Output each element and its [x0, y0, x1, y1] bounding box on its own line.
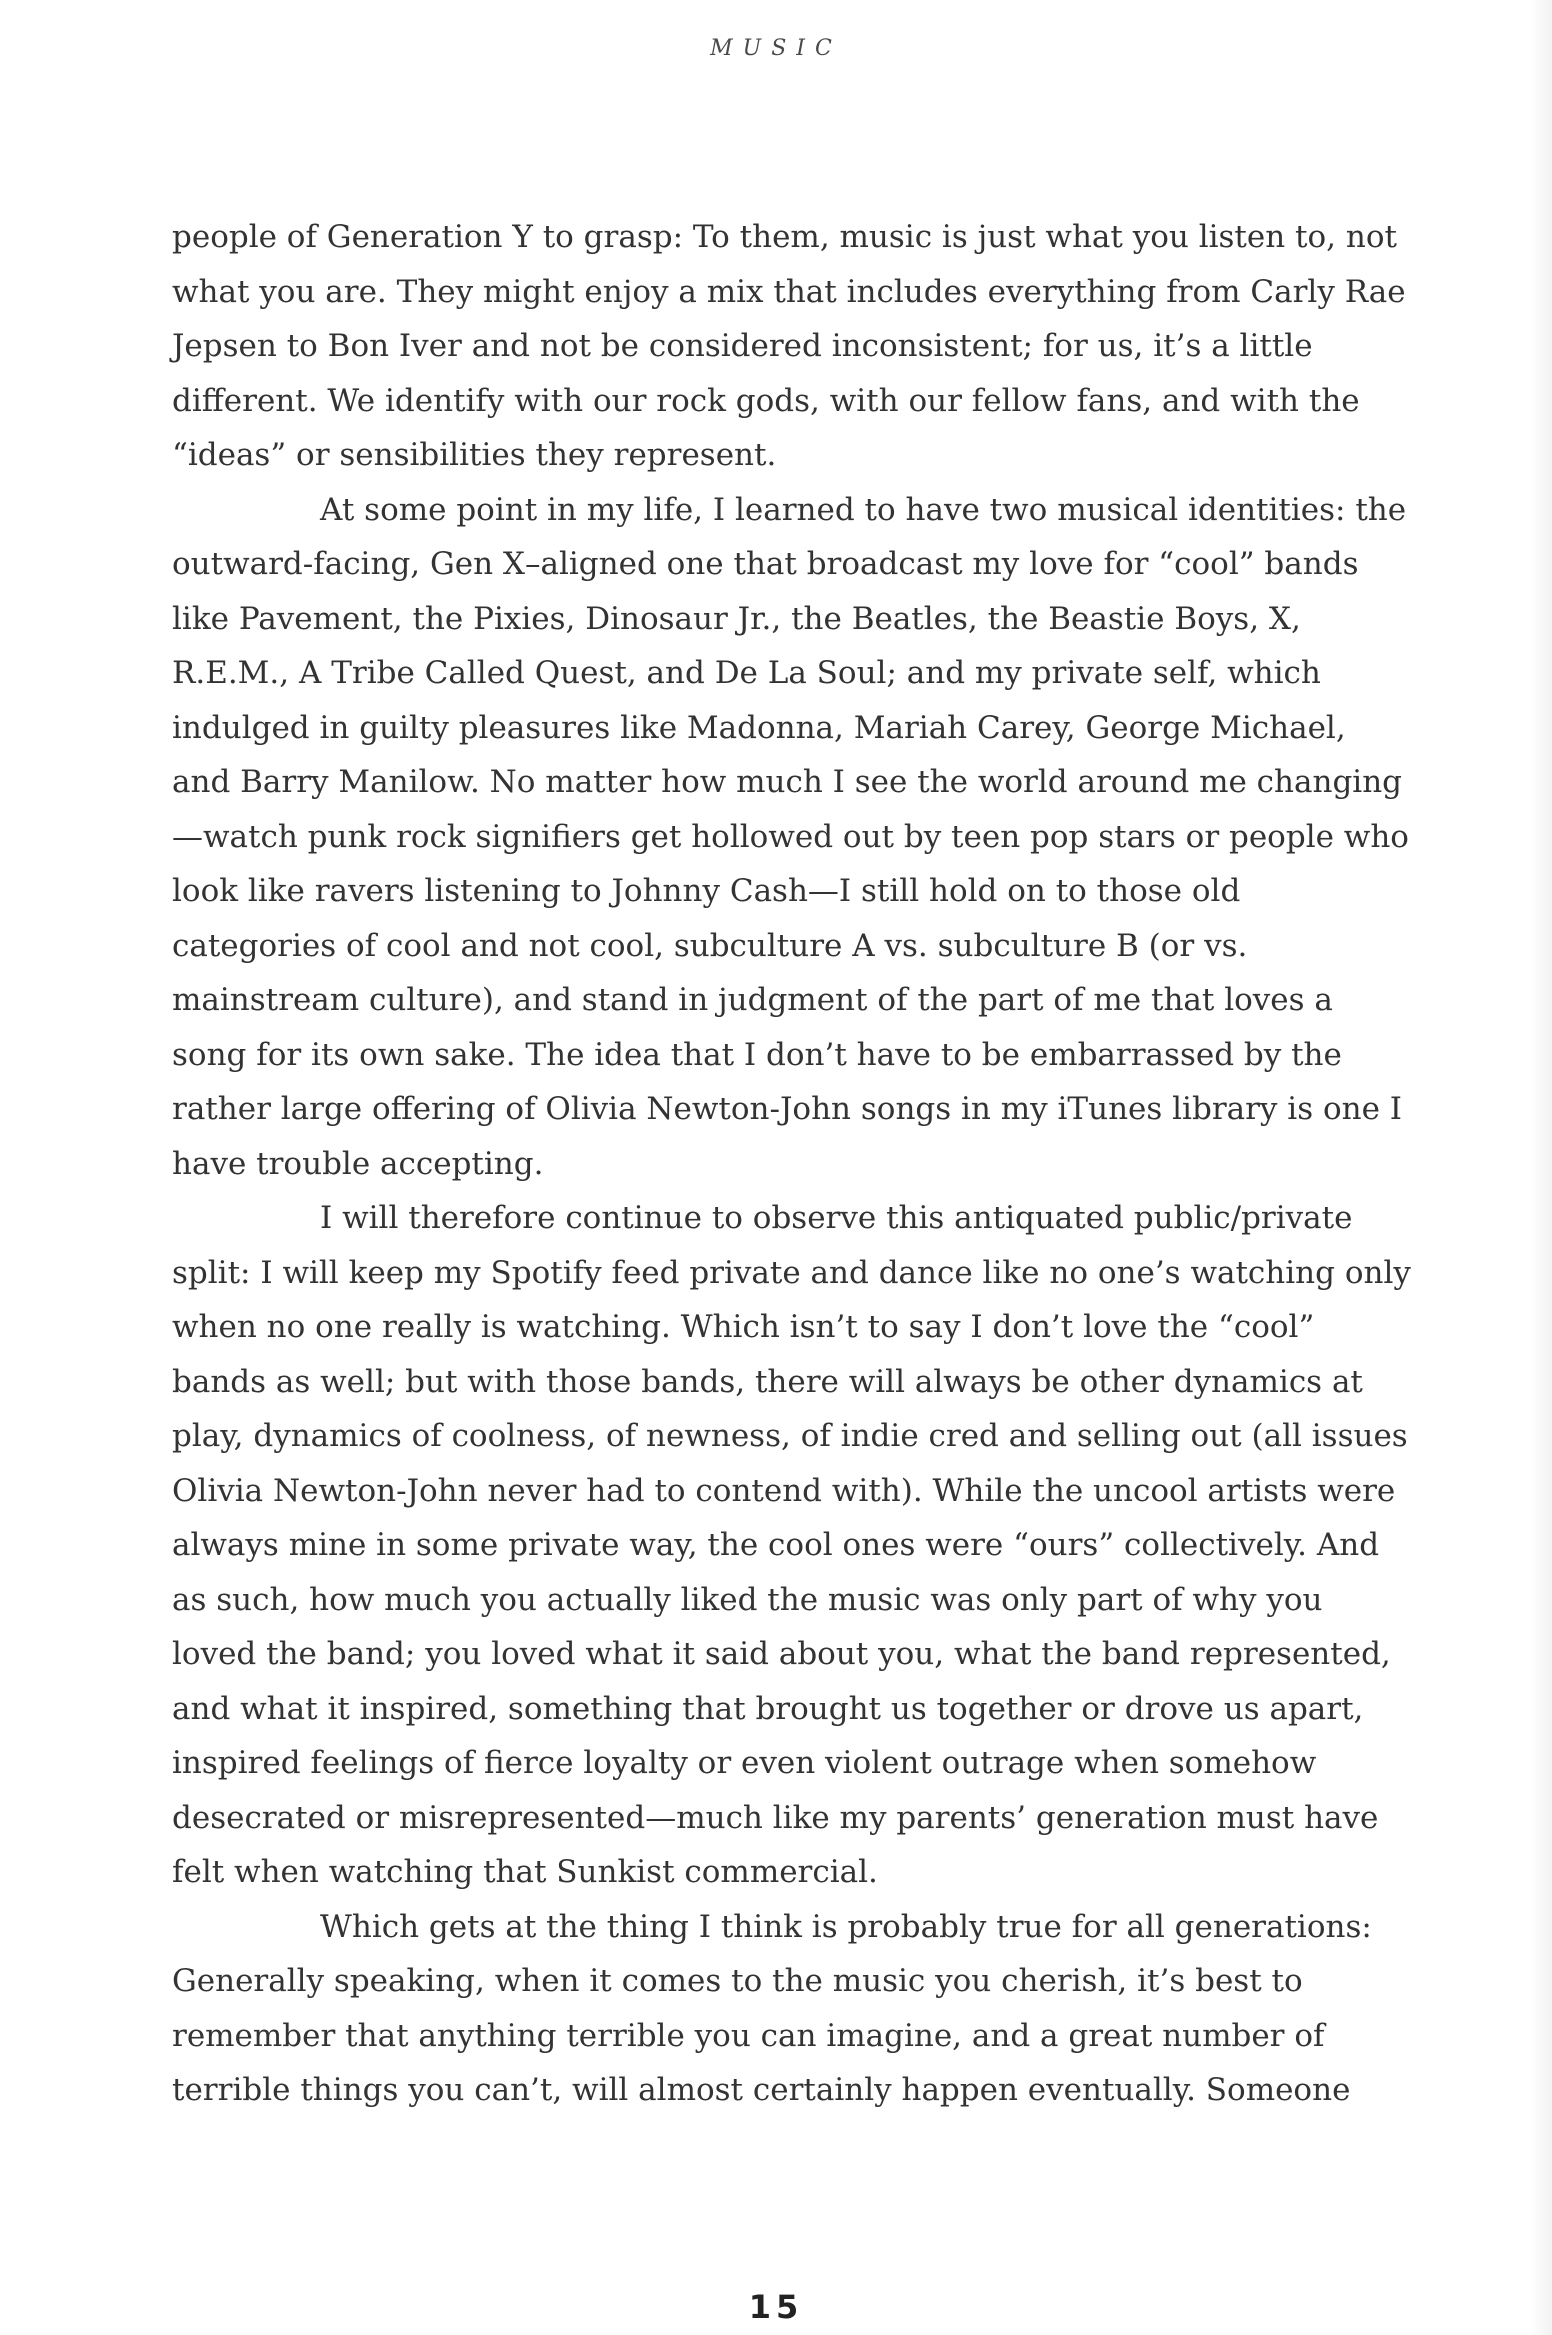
running-head: MUSIC	[710, 36, 842, 61]
page-number: 15	[748, 2288, 804, 2326]
paragraph: At some point in my life, I learned to have two musical identities: the outward-facing, Gen X–aligned one that broadcast my love for “cool” bands like Pavement, the Pixies, Dinosaur Jr., the Beatles, the Beastie Boys, X, R.E.M., A Tribe Called Quest, and De La Soul; and my private self, which indulged in guilty pleasures like Madonna, Mariah Carey, George Michael, and Barry Manilow. No matter how much I see the world around me changing—watch punk rock signifiers get hollowed out by teen pop stars or people who look like ravers listening to Johnny Cash—I still hold on to those old categories of cool and not cool, subculture A vs. subculture B (or vs. mainstream culture), and stand in judgment of the part of me that loves a song for its own sake. The idea that I don’t have to be embarrassed by the rather large offering of Olivia Newton-John songs in my iTunes library is one I have trouble accepting.	[172, 491, 1409, 1182]
body-text	[172, 210, 1412, 2118]
paragraph: Which gets at the thing I think is probably true for all generations: Generally speaking, when it comes to the music you cherish, it’s best to remember that anything terrible you can imagine, and a great number of terrible things you can’t, will almost certainly happen eventually. Someone	[172, 1908, 1372, 2108]
page-edge-shadow	[1530, 0, 1552, 2335]
paragraph: I will therefore continue to observe this antiquated public/private split: I will keep my Spotify feed private and dance like no one’s watching only when no one really is watching. Which isn’t to say I don’t love the “cool” bands as well; but with those bands, there will always be other dynamics at play, dynamics of coolness, of newness, of indie cred and selling out (all issues Olivia Newton-John never had to contend with). While the uncool artists were always mine in some private way, the cool ones were “ours” collectively. And as such, how much you actually liked the music was only part of why you loved the band; you loved what it said about you, what the band represented, and what it inspired, something that brought us together or drove us apart, inspired feelings of fierce loyalty or even violent outrage when somehow desecrated or misrepresented—much like my parents’ generation must have felt when watching that Sunkist commercial.	[172, 1200, 1411, 1890]
paragraph: people of Generation Y to grasp: To them, music is just what you listen to, not what you are. They might enjoy a mix that includes everything from Carly Rae Jepsen to Bon Iver and not be considered inconsistent; for us, it’s a little different. We identify with our rock gods, with our fellow fans, and with the “ideas” or sensibilities they represent.	[172, 219, 1406, 473]
